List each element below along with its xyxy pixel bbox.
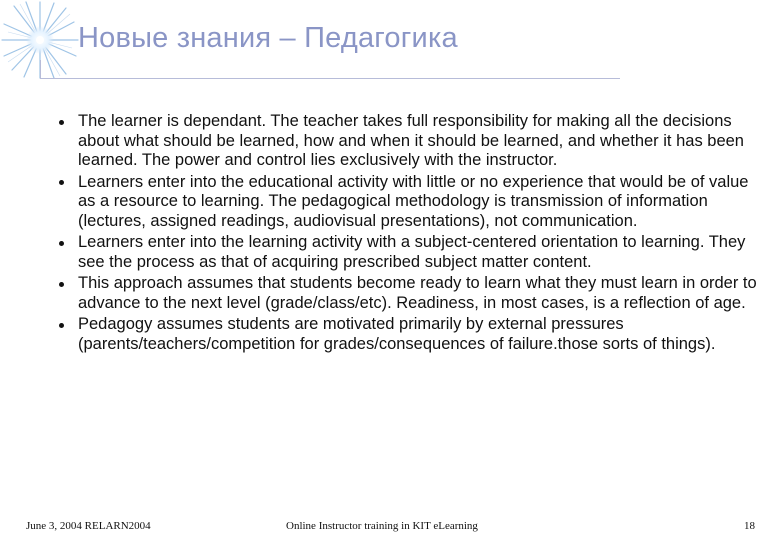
bullet-text: This approach assumes that students become ready to learn what they must learn in order to advance to the next level (grade/class/etc). Readiness, in most cases, is a reflection of age. — [78, 274, 757, 312]
bullet-text: Learners enter into the learning activity with a subject-centered orientation to learning. They see the process as that of acquiring prescribed subject matter content. — [78, 233, 746, 271]
bullet-icon — [59, 120, 64, 125]
title-rule-horizontal — [40, 78, 620, 79]
bullet-icon — [59, 323, 64, 328]
bullet-item — [56, 233, 762, 272]
bullet-text: Pedagogy assumes students are motivated primarily by external pressures (parents/teachers/competition for grades/consequences of failure.those sorts of things). — [78, 315, 716, 353]
bullet-icon — [59, 180, 64, 185]
footer-date-event: June 3, 2004 RELARN2004 — [26, 520, 151, 532]
bullet-icon — [59, 241, 64, 246]
bullet-text: Learners enter into the educational activity with little or no experience that would be of value as a resource to learning. The pedagogical methodology is transmission of information (lectures, assigned readings, audiovisual presentations), not communication. — [78, 172, 749, 230]
title-rule-vertical — [40, 60, 41, 78]
bullet-item — [56, 112, 762, 171]
slide-title: Новые знания – Педагогика — [78, 22, 458, 54]
bullet-icon — [59, 282, 64, 287]
bullet-list — [56, 112, 762, 356]
bullet-item — [56, 315, 762, 354]
bullet-item — [56, 274, 762, 313]
footer-course-title: Online Instructor training in KIT eLearning — [286, 520, 478, 532]
page-number: 18 — [744, 520, 755, 532]
bullet-text: The learner is dependant. The teacher takes full responsibility for making all the decisions about what should be learned, how and when it should be learned, and whether it has been learned. The power and control lies exclusively with the instructor. — [78, 112, 744, 169]
bullet-item — [56, 173, 762, 232]
